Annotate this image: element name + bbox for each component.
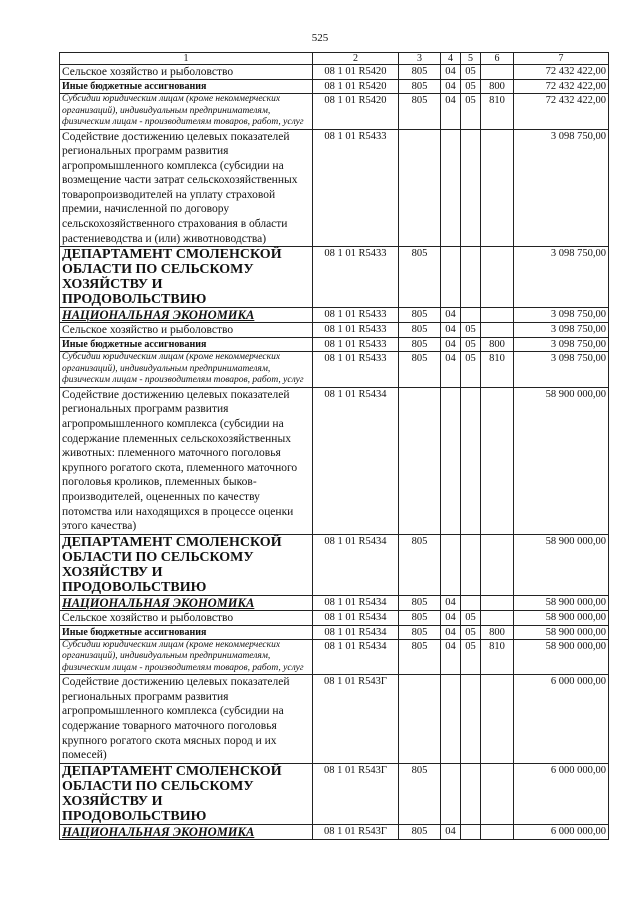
subsection-code-cell [461,129,481,247]
table-row [60,323,609,338]
subsection-code-cell [461,824,481,839]
target-code-cell: 08 1 01 R5434 [313,595,399,610]
section-code-cell: 04 [441,338,461,352]
expense-type-code-cell [481,675,514,764]
table-row [60,129,609,247]
section-code-cell: 04 [441,639,461,675]
target-code-cell: 08 1 01 R5433 [313,129,399,247]
table-row [60,534,609,595]
expense-type-code-cell [481,763,514,824]
item-name-cell: ДЕПАРТАМЕНТ СМОЛЕНСКОЙ ОБЛАСТИ ПО СЕЛЬСКОМУ ХОЗЯЙСТВУ И ПРОДОВОЛЬСТВИЮ [60,534,313,595]
table-row [60,65,609,80]
subsection-code-cell [461,595,481,610]
subsection-code-cell: 05 [461,625,481,639]
ministry-code-cell: 805 [399,763,441,824]
header-cell-2: 2 [313,53,399,65]
section-code-cell: 04 [441,352,461,388]
table-row [60,338,609,352]
subsection-code-cell: 05 [461,639,481,675]
section-code-cell: 04 [441,94,461,130]
expense-type-code-cell: 810 [481,352,514,388]
expense-type-code-cell: 800 [481,80,514,94]
header-cell-1: 1 [60,53,313,65]
amount-cell: 58 900 000,00 [514,625,609,639]
item-name-cell: Иные бюджетные ассигнования [60,625,313,639]
table-row [60,247,609,308]
item-name-cell: ДЕПАРТАМЕНТ СМОЛЕНСКОЙ ОБЛАСТИ ПО СЕЛЬСКОМУ ХОЗЯЙСТВУ И ПРОДОВОЛЬСТВИЮ [60,763,313,824]
item-name-cell: НАЦИОНАЛЬНАЯ ЭКОНОМИКА [60,595,313,610]
target-code-cell: 08 1 01 R543Г [313,824,399,839]
header-cell-5: 5 [461,53,481,65]
table-row [60,610,609,625]
subsection-code-cell: 05 [461,94,481,130]
amount-cell: 6 000 000,00 [514,763,609,824]
table-row [60,675,609,764]
section-code-cell: 04 [441,625,461,639]
amount-cell: 3 098 750,00 [514,338,609,352]
expense-type-code-cell [481,323,514,338]
amount-cell: 3 098 750,00 [514,247,609,308]
expense-type-code-cell [481,824,514,839]
item-name-cell: Субсидии юридическим лицам (кроме некоммерческих организаций), индивидуальным предпринимателям, физическим лицам - производителям товаров, работ, услуг [60,639,313,675]
section-code-cell: 04 [441,610,461,625]
item-name-cell: Сельское хозяйство и рыболовство [60,65,313,80]
ministry-code-cell: 805 [399,308,441,323]
subsection-code-cell: 05 [461,338,481,352]
table-row [60,352,609,388]
amount-cell: 72 432 422,00 [514,80,609,94]
ministry-code-cell [399,387,441,534]
amount-cell: 72 432 422,00 [514,94,609,130]
page-number: 525 [311,32,329,44]
table-row [60,308,609,323]
expense-type-code-cell [481,308,514,323]
section-code-cell: 04 [441,323,461,338]
ministry-code-cell: 805 [399,338,441,352]
target-code-cell: 08 1 01 R5420 [313,94,399,130]
expense-type-code-cell: 800 [481,625,514,639]
subsection-code-cell: 05 [461,352,481,388]
target-code-cell: 08 1 01 R5420 [313,80,399,94]
amount-cell: 6 000 000,00 [514,675,609,764]
ministry-code-cell: 805 [399,247,441,308]
table-row [60,387,609,534]
item-name-cell: ДЕПАРТАМЕНТ СМОЛЕНСКОЙ ОБЛАСТИ ПО СЕЛЬСКОМУ ХОЗЯЙСТВУ И ПРОДОВОЛЬСТВИЮ [60,247,313,308]
item-name-cell: Содействие достижению целевых показателей региональных программ развития агропромышленного комплекса (субсидии на содержание товарного маточного поголовья крупного рогатого скота мясных пород и их помесей) [60,675,313,764]
amount-cell: 58 900 000,00 [514,595,609,610]
expense-type-code-cell [481,534,514,595]
table-row [60,625,609,639]
section-code-cell: 04 [441,65,461,80]
amount-cell: 58 900 000,00 [514,610,609,625]
header-row [60,53,609,65]
table-row [60,763,609,824]
table-row [60,824,609,839]
amount-cell: 58 900 000,00 [514,639,609,675]
table-row [60,94,609,130]
ministry-code-cell: 805 [399,534,441,595]
expense-type-code-cell: 800 [481,338,514,352]
target-code-cell: 08 1 01 R5433 [313,338,399,352]
subsection-code-cell [461,387,481,534]
subsection-code-cell: 05 [461,80,481,94]
section-code-cell [441,534,461,595]
item-name-cell: НАЦИОНАЛЬНАЯ ЭКОНОМИКА [60,308,313,323]
target-code-cell: 08 1 01 R543Г [313,763,399,824]
expense-type-code-cell: 810 [481,94,514,130]
section-code-cell: 04 [441,595,461,610]
item-name-cell: Субсидии юридическим лицам (кроме некоммерческих организаций), индивидуальным предпринимателям, физическим лицам - производителям товаров, работ, услуг [60,352,313,388]
subsection-code-cell [461,534,481,595]
header-cell-4: 4 [441,53,461,65]
item-name-cell: Сельское хозяйство и рыболовство [60,323,313,338]
item-name-cell: Иные бюджетные ассигнования [60,80,313,94]
ministry-code-cell [399,129,441,247]
item-name-cell: Сельское хозяйство и рыболовство [60,610,313,625]
expense-type-code-cell [481,65,514,80]
subsection-code-cell: 05 [461,610,481,625]
section-code-cell: 04 [441,824,461,839]
expense-type-code-cell [481,129,514,247]
subsection-code-cell [461,675,481,764]
target-code-cell: 08 1 01 R5434 [313,610,399,625]
target-code-cell: 08 1 01 R543Г [313,675,399,764]
section-code-cell: 04 [441,308,461,323]
budget-table [59,52,609,840]
amount-cell: 58 900 000,00 [514,387,609,534]
ministry-code-cell: 805 [399,625,441,639]
table-row [60,595,609,610]
ministry-code-cell: 805 [399,323,441,338]
amount-cell: 6 000 000,00 [514,824,609,839]
ministry-code-cell: 805 [399,352,441,388]
table-row [60,80,609,94]
header-cell-7: 7 [514,53,609,65]
header-cell-6: 6 [481,53,514,65]
amount-cell: 3 098 750,00 [514,308,609,323]
target-code-cell: 08 1 01 R5434 [313,387,399,534]
target-code-cell: 08 1 01 R5434 [313,639,399,675]
item-name-cell: Субсидии юридическим лицам (кроме некоммерческих организаций), индивидуальным предпринимателям, физическим лицам - производителям товаров, работ, услуг [60,94,313,130]
ministry-code-cell: 805 [399,94,441,130]
item-name-cell: Содействие достижению целевых показателей региональных программ развития агропромышленного комплекса (субсидии на возмещение части затрат сельскохозяйственных товаропроизводителей на уплату страховой премии, начисленной по договору сельскохозяйственного страхования в области растениеводства и (или) животноводства) [60,129,313,247]
section-code-cell [441,387,461,534]
subsection-code-cell: 05 [461,323,481,338]
item-name-cell: Иные бюджетные ассигнования [60,338,313,352]
target-code-cell: 08 1 01 R5433 [313,247,399,308]
subsection-code-cell [461,247,481,308]
expense-type-code-cell [481,595,514,610]
ministry-code-cell [399,675,441,764]
section-code-cell [441,129,461,247]
target-code-cell: 08 1 01 R5434 [313,625,399,639]
ministry-code-cell: 805 [399,639,441,675]
amount-cell: 3 098 750,00 [514,323,609,338]
subsection-code-cell: 05 [461,65,481,80]
expense-type-code-cell [481,387,514,534]
ministry-code-cell: 805 [399,595,441,610]
section-code-cell [441,247,461,308]
expense-type-code-cell: 810 [481,639,514,675]
target-code-cell: 08 1 01 R5434 [313,534,399,595]
target-code-cell: 08 1 01 R5420 [313,65,399,80]
ministry-code-cell: 805 [399,65,441,80]
section-code-cell [441,675,461,764]
expense-type-code-cell [481,247,514,308]
item-name-cell: НАЦИОНАЛЬНАЯ ЭКОНОМИКА [60,824,313,839]
item-name-cell: Содействие достижению целевых показателей региональных программ развития агропромышленного комплекса (субсидии на содержание племенных сельскохозяйственных животных: племенного маточного поголовья крупного рогатого скота, племенного маточного поголовья кроликов, племенных быков-производителей, оцененных по качеству потомства или находящихся в процессе оценки этого качества) [60,387,313,534]
section-code-cell: 04 [441,80,461,94]
ministry-code-cell: 805 [399,824,441,839]
table-row [60,639,609,675]
ministry-code-cell: 805 [399,80,441,94]
expense-type-code-cell [481,610,514,625]
target-code-cell: 08 1 01 R5433 [313,323,399,338]
header-cell-3: 3 [399,53,441,65]
target-code-cell: 08 1 01 R5433 [313,308,399,323]
subsection-code-cell [461,308,481,323]
subsection-code-cell [461,763,481,824]
amount-cell: 3 098 750,00 [514,129,609,247]
amount-cell: 3 098 750,00 [514,352,609,388]
ministry-code-cell: 805 [399,610,441,625]
section-code-cell [441,763,461,824]
target-code-cell: 08 1 01 R5433 [313,352,399,388]
amount-cell: 58 900 000,00 [514,534,609,595]
amount-cell: 72 432 422,00 [514,65,609,80]
